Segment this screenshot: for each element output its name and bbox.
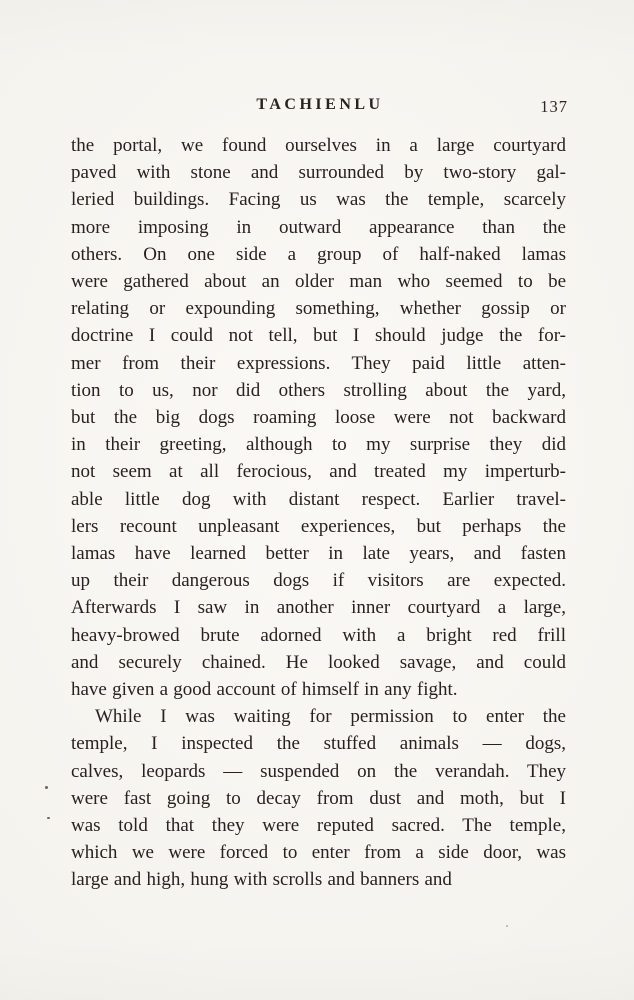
text-line: relating or expounding something, whether gossip or: [71, 298, 566, 320]
text-line: temple, I inspected the stuffed animals — dogs,: [71, 733, 566, 755]
text-line: and securely chained. He looked savage, and could: [71, 651, 566, 673]
text-line: which we were forced to enter from a side door, was: [71, 842, 566, 864]
text-line: not seem at all ferocious, and treated my imperturb-: [71, 461, 566, 483]
text-line: large and high, hung with scrolls and banners and: [71, 869, 452, 891]
text-line: heavy-browed brute adorned with a bright red frill: [71, 624, 566, 646]
scan-speck: [506, 925, 508, 927]
text-line: more imposing in outward appearance than the: [71, 216, 566, 238]
scan-speck: [47, 817, 50, 819]
scan-speck: [45, 786, 48, 789]
text-line: While I was waiting for permission to enter the: [95, 706, 566, 728]
text-line: was told that they were reputed sacred. The temple,: [71, 815, 566, 837]
text-line: mer from their expressions. They paid little atten-: [71, 352, 566, 374]
text-line: have given a good account of himself in any fight.: [71, 679, 458, 701]
text-line: were fast going to decay from dust and moth, but I: [71, 787, 566, 809]
text-line: lamas have learned better in late years, and fasten: [71, 543, 566, 565]
text-line: others. On one side a group of half-naked lamas: [71, 243, 566, 265]
text-line: able little dog with distant respect. Earlier travel-: [71, 488, 566, 510]
text-line: Afterwards I saw in another inner courtyard a large,: [71, 597, 566, 619]
text-line: leried buildings. Facing us was the temple, scarcely: [71, 189, 566, 211]
text-line: tion to us, nor did others strolling about the yard,: [71, 379, 566, 401]
page-number: 137: [540, 97, 568, 116]
body-text: [71, 132, 566, 894]
text-line: doctrine I could not tell, but I should judge the for-: [71, 325, 566, 347]
text-line: but the big dogs roaming loose were not backward: [71, 407, 566, 429]
text-line: calves, leopards — suspended on the verandah. They: [71, 760, 566, 782]
text-line: in their greeting, although to my surprise they did: [71, 434, 566, 456]
text-line: the portal, we found ourselves in a large courtyard: [71, 135, 566, 156]
text-line: paved with stone and surrounded by two-story gal-: [71, 162, 566, 184]
running-title: TACHIENLU: [256, 96, 384, 113]
text-line: up their dangerous dogs if visitors are expected.: [71, 570, 566, 592]
page-header: [72, 96, 568, 120]
text-line: lers recount unpleasant experiences, but perhaps the: [71, 515, 566, 537]
text-line: were gathered about an older man who seemed to be: [71, 271, 566, 293]
